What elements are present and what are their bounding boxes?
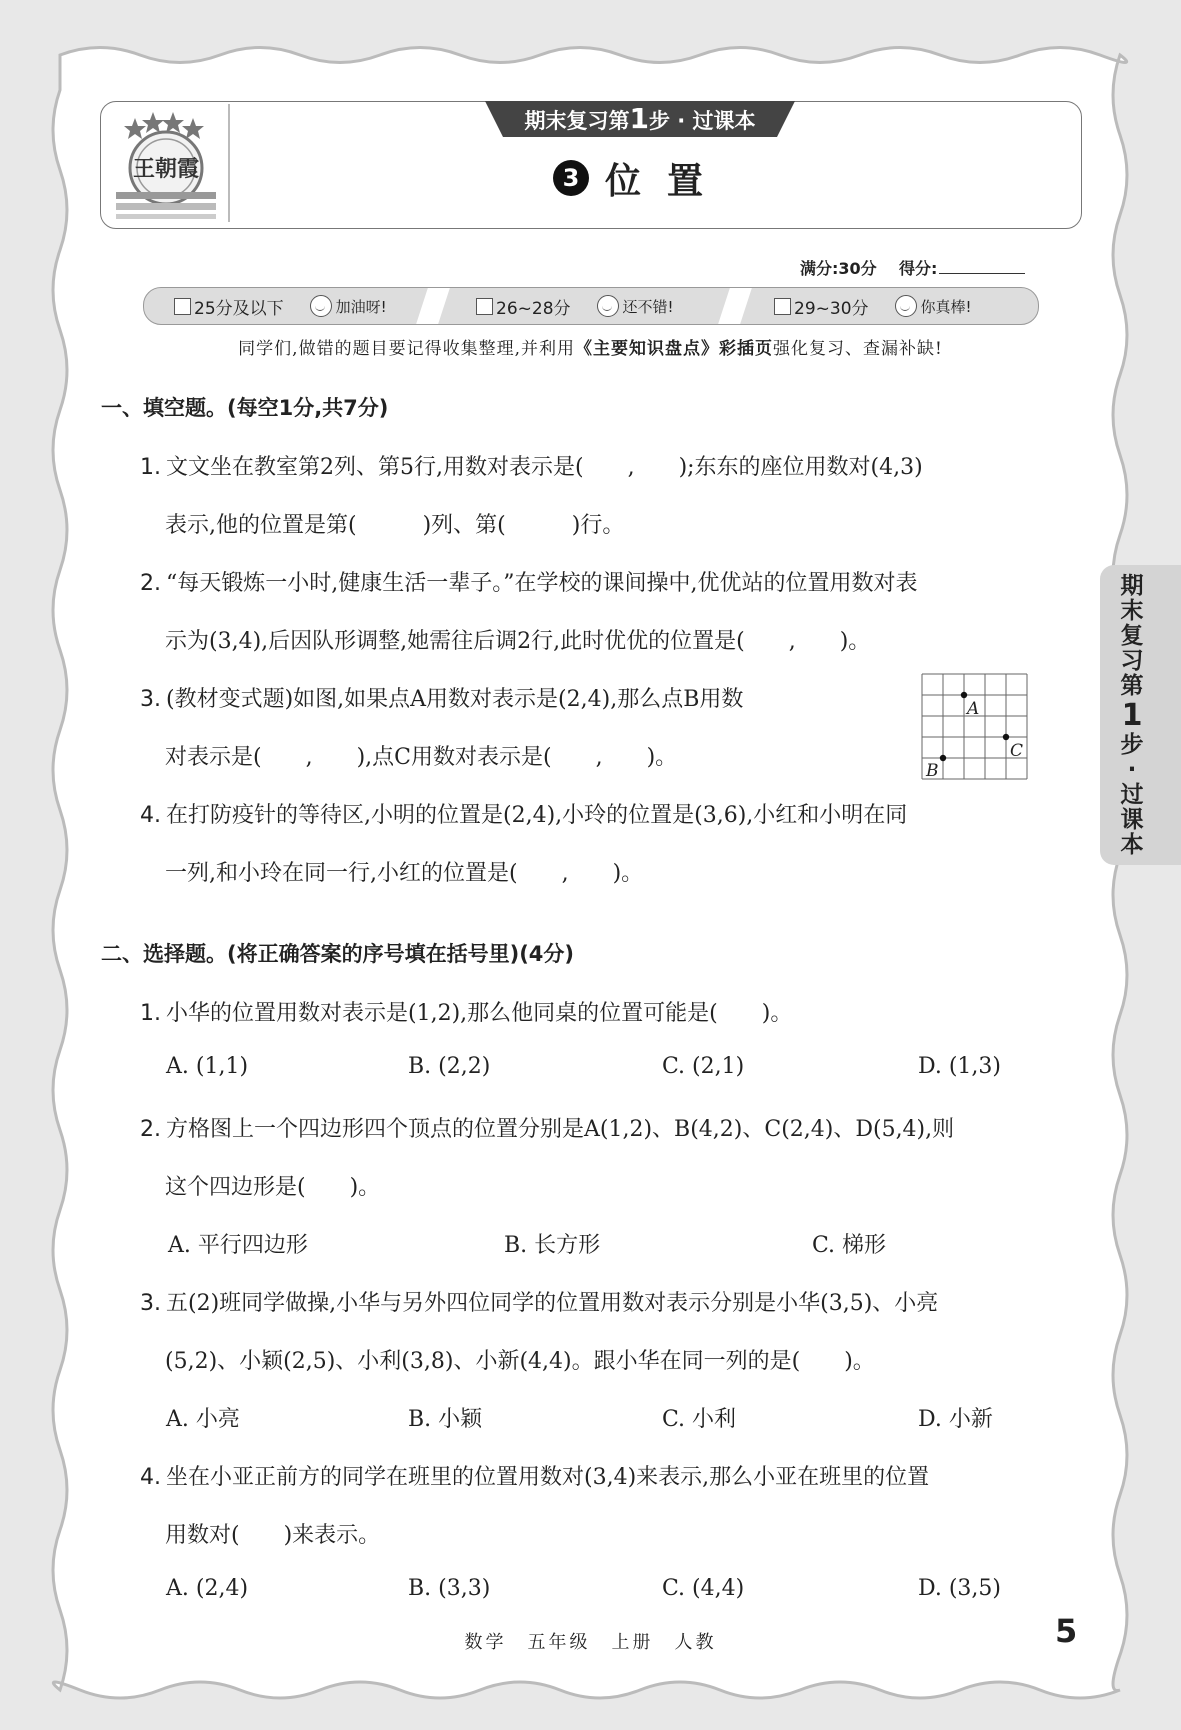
question-1-2 — [140, 566, 917, 597]
question-2-1 — [140, 996, 792, 1027]
section-heading-fill-blank: 一、填空题。(每空1分,共7分) — [101, 396, 389, 420]
question-1-1-cont: 表示,他的位置是第( )列、第( )行。 — [165, 513, 625, 538]
side-char: 课 — [1120, 807, 1144, 833]
question-number: 3. — [140, 687, 161, 712]
option-d[interactable]: D. 小新 — [918, 1407, 993, 1432]
side-char: 本 — [1120, 832, 1144, 858]
question-number: 2. — [140, 571, 161, 596]
notice-text-end: 强化复习、查漏补缺! — [772, 339, 943, 359]
notice-bold: 《主要知识盘点》彩插页 — [574, 339, 773, 359]
checkbox[interactable] — [774, 298, 791, 315]
smiley-icon — [597, 295, 619, 317]
option-d[interactable]: D. (1,3) — [918, 1054, 1001, 1079]
question-number: 3. — [140, 1291, 161, 1316]
question-2-3-cont: (5,2)、小颖(2,5)、小利(3,8)、小新(4,4)。跟小华在同一列的是( )。 — [165, 1349, 875, 1374]
question-number: 1. — [140, 1001, 161, 1026]
question-2-3 — [140, 1286, 938, 1317]
question-1-4-cont: 一列,和小玲在同一行,小红的位置是( , )。 — [165, 861, 644, 886]
question-text: 文文坐在教室第2列、第5行,用数对表示是( , );东东的座位用数对(4,3) — [166, 455, 923, 480]
side-char: 末 — [1120, 598, 1144, 624]
question-number: 1. — [140, 455, 161, 480]
logo-text: 王朝霞 — [132, 156, 200, 182]
point-c — [1003, 734, 1009, 740]
question-2-4 — [140, 1460, 929, 1491]
got-score-label: 得分: — [898, 259, 938, 278]
question-number: 4. — [140, 1465, 161, 1490]
grade-cheer: 你真棒! — [920, 297, 972, 316]
grade-range: 25分及以下 — [194, 298, 284, 319]
grade-range: 29~30分 — [794, 298, 869, 319]
question-text: “每天锻炼一小时,健康生活一辈子。”在学校的课间操中,优优站的位置用数对表 — [166, 571, 918, 596]
checkbox[interactable] — [476, 298, 493, 315]
question-1-3-cont: 对表示是( , ),点C用数对表示是( , )。 — [165, 745, 678, 770]
option-a[interactable]: A. (2,4) — [166, 1576, 249, 1601]
option-b[interactable]: B. 小颖 — [408, 1407, 483, 1432]
got-score-blank[interactable] — [939, 259, 1025, 274]
grade-cheer: 还不错! — [622, 297, 674, 316]
side-char: 过 — [1120, 782, 1144, 808]
option-a[interactable]: A. 平行四边形 — [168, 1233, 308, 1258]
coordinate-grid-figure — [920, 672, 1030, 782]
grade-level-3 — [774, 288, 972, 324]
question-1-4 — [140, 798, 907, 829]
side-char: 步 — [1120, 732, 1144, 758]
side-char: 复 — [1120, 623, 1144, 649]
option-c[interactable]: C. 小利 — [662, 1407, 737, 1432]
question-1-3 — [140, 682, 743, 713]
option-a[interactable]: A. (1,1) — [166, 1054, 249, 1079]
question-text: 五(2)班同学做操,小华与另外四位同学的位置用数对表示分别是小华(3,5)、小亮 — [166, 1291, 939, 1316]
side-char: 期 — [1120, 573, 1144, 599]
logo-divider — [228, 104, 230, 222]
question-number: 4. — [140, 803, 161, 828]
option-d[interactable]: D. (3,5) — [918, 1576, 1001, 1601]
question-1-2-cont: 示为(3,4),后因队形调整,她需往后调2行,此时优优的位置是( , )。 — [165, 629, 871, 654]
section-heading-multiple-choice: 二、选择题。(将正确答案的序号填在括号里)(4分) — [101, 942, 575, 966]
score-line — [800, 256, 1025, 279]
option-b[interactable]: B. 长方形 — [504, 1233, 601, 1258]
question-1-1 — [140, 450, 923, 481]
full-score: 满分:30分 — [800, 259, 877, 278]
question-2-2 — [140, 1112, 954, 1143]
step-label — [485, 102, 795, 136]
notice-text: 同学们,做错的题目要记得收集整理,并利用 — [238, 339, 575, 359]
side-char: 第 — [1120, 673, 1144, 699]
title-text: 位置 — [605, 160, 730, 202]
question-text: 方格图上一个四边形四个顶点的位置分别是A(1,2)、B(4,2)、C(2,4)、D(5,4),则 — [166, 1117, 955, 1142]
bar-separator — [416, 288, 450, 324]
option-b[interactable]: B. (3,3) — [408, 1576, 491, 1601]
side-char: 习 — [1120, 648, 1144, 674]
option-c[interactable]: C. 梯形 — [812, 1233, 887, 1258]
option-b[interactable]: B. (2,2) — [408, 1054, 491, 1079]
checkbox[interactable] — [174, 298, 191, 315]
step-prefix: 期末复习第 — [524, 109, 630, 133]
label-a: A — [967, 699, 980, 719]
side-char-number: 1 — [1121, 698, 1143, 733]
point-a — [961, 692, 967, 698]
side-tab-label — [1100, 574, 1164, 858]
question-text: 坐在小亚正前方的同学在班里的位置用数对(3,4)来表示,那么小亚在班里的位置 — [166, 1465, 930, 1490]
question-2-2-cont: 这个四边形是( )。 — [165, 1175, 381, 1200]
smiley-icon — [895, 295, 917, 317]
step-suffix: 步 · 过课本 — [648, 109, 756, 133]
question-text: 在打防疫针的等待区,小明的位置是(2,4),小玲的位置是(3,6),小红和小明在同 — [166, 803, 908, 828]
footer-book-info: 数学 五年级 上册 人教 — [464, 1632, 717, 1653]
label-c: C — [1010, 741, 1024, 761]
question-text: 小华的位置用数对表示是(1,2),那么他同桌的位置可能是( )。 — [166, 1001, 793, 1026]
smiley-icon — [310, 295, 332, 317]
bar-separator — [718, 288, 752, 324]
title-number-badge: 3 — [553, 160, 589, 196]
grade-level-bar — [143, 287, 1039, 325]
grade-cheer: 加油呀! — [335, 297, 387, 316]
option-c[interactable]: C. (2,1) — [662, 1054, 745, 1079]
step-number: 1 — [629, 102, 649, 135]
grade-range: 26~28分 — [496, 298, 571, 319]
option-c[interactable]: C. (4,4) — [662, 1576, 745, 1601]
side-char: · — [1127, 757, 1137, 783]
wang-zhaoxia-logo — [110, 106, 222, 222]
option-a[interactable]: A. 小亮 — [166, 1407, 240, 1432]
point-b — [940, 755, 946, 761]
question-text: (教材变式题)如图,如果点A用数对表示是(2,4),那么点B用数 — [166, 687, 744, 712]
grade-level-1 — [174, 288, 387, 324]
page-title — [553, 150, 729, 206]
label-b: B — [926, 761, 939, 781]
grade-level-2 — [476, 288, 674, 324]
study-notice — [0, 334, 1181, 359]
question-number: 2. — [140, 1117, 161, 1142]
page-number: 5 — [1055, 1612, 1078, 1650]
question-2-4-cont: 用数对( )来表示。 — [165, 1523, 381, 1548]
